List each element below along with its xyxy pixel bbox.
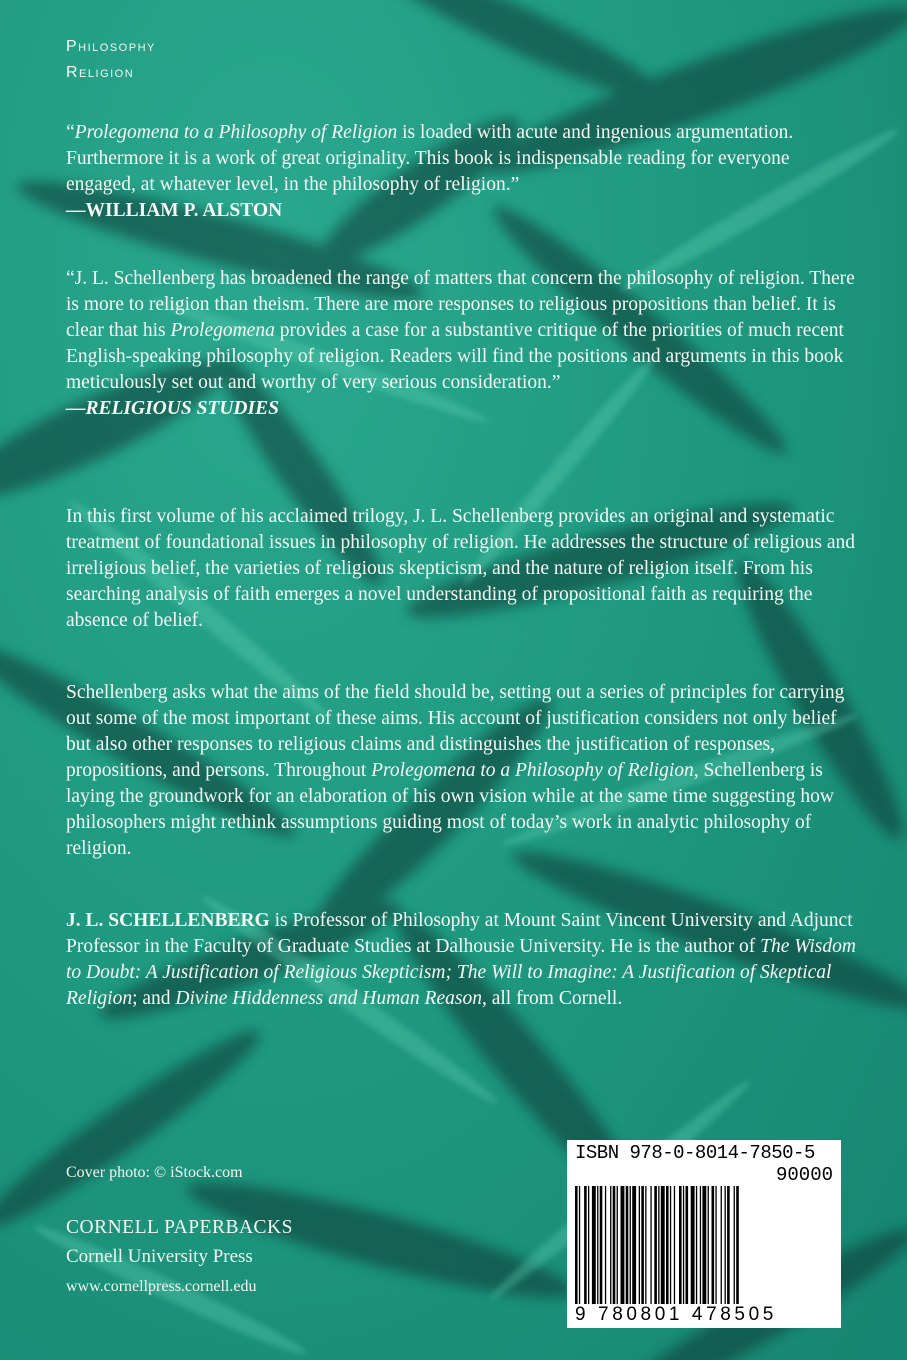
barcode-bar	[613, 1186, 616, 1304]
barcode-bar	[641, 1186, 644, 1304]
barcode-bar	[588, 1186, 589, 1304]
barcode-bar	[639, 1186, 640, 1304]
barcode-bar	[600, 1186, 603, 1304]
barcode-bars	[575, 1186, 833, 1304]
endorsement-quote-2: “J. L. Schellenberg has broadened the range of matters that concern the philosophy of religion. There is more to religion than theism. There are more responses to religious propositions than belief. It is clear that his Prolegomena provides a case for a substantive critique of the priorities of much recent English-speaking philosophy of religion. Readers will find the positions and arguments in this book meticulously set out and worthy of very serious consideration.” —RELIGIOUS STUDIES	[66, 268, 855, 419]
barcode-bar	[679, 1186, 682, 1304]
category-religion: Religion	[66, 64, 135, 81]
barcode-bar	[621, 1186, 625, 1304]
barcode-bar	[725, 1186, 726, 1304]
quote-attribution: —RELIGIOUS STUDIES	[66, 398, 279, 419]
category-philosophy: Philosophy	[66, 38, 156, 55]
barcode-bar	[700, 1186, 701, 1304]
publisher-url: www.cornellpress.cornell.edu	[66, 1278, 257, 1295]
barcode-digits: 9 780801 478505	[575, 1304, 777, 1325]
barcode-bar	[597, 1186, 598, 1304]
publisher-series: CORNELL PAPERBACKS	[66, 1217, 293, 1238]
barcode-bar	[683, 1186, 684, 1304]
isbn-barcode	[567, 1140, 841, 1328]
barcode-bar	[708, 1186, 709, 1304]
barcode-bar	[650, 1186, 651, 1304]
description-paragraph-2: Schellenberg asks what the aims of the field should be, setting out a series of principles for carrying out some of the most important of these aims. His account of justification considers not only belief but also other responses to religious claims and distinguishes the justification of responses, propositions, and persons. Throughout Prolegomena to a Philosophy of Religion, Schellenberg is laying the groundwork for an elaboration of his own vision while at the same time suggesting how philosophers might rethink assumptions guiding most of today’s work in analytic philosophy of religion.	[66, 682, 845, 859]
book-title: Prolegomena to a Philosophy of Religion	[74, 122, 398, 143]
barcode-bar	[736, 1186, 739, 1304]
barcode-bar	[605, 1186, 606, 1304]
price-code: 90000	[775, 1164, 833, 1186]
barcode-bar	[592, 1186, 596, 1304]
isbn-number: ISBN 978-0-8014-7850-5	[575, 1142, 815, 1164]
description-paragraph-1: In this first volume of his acclaimed trilogy, J. L. Schellenberg provides an original and systematic treatment of foundational issues in philosophy of religion. He addresses the structure of religious and irreligious belief, the varieties of religious skepticism, and the nature of religion itself. From his searching analysis of faith emerges a novel understanding of propositional faith as requiring the absence of belief.	[66, 506, 856, 631]
book-title: Prolegomena to a Philosophy of Religion	[371, 760, 694, 781]
barcode-bar	[734, 1186, 735, 1304]
barcode-bar	[630, 1186, 631, 1304]
barcode-bar	[617, 1186, 618, 1304]
book-title: Prolegomena	[170, 320, 275, 341]
quote-attribution: —WILLIAM P. ALSTON	[66, 200, 283, 221]
barcode-bar	[579, 1186, 580, 1304]
barcode-bar	[691, 1186, 695, 1304]
barcode-bar	[661, 1186, 665, 1304]
barcode-bar	[674, 1186, 675, 1304]
book-title: Divine Hiddenness and Human Reason	[175, 988, 482, 1009]
barcode-bar	[654, 1186, 657, 1304]
barcode-bar	[686, 1186, 689, 1304]
barcode-bar	[658, 1186, 659, 1304]
cover-photo-credit: Cover photo: © iStock.com	[66, 1164, 243, 1181]
barcode-bar	[645, 1186, 646, 1304]
barcode-bar	[715, 1186, 716, 1304]
barcode-bar	[632, 1186, 636, 1304]
barcode-bar	[584, 1186, 587, 1304]
barcode-bar	[696, 1186, 697, 1304]
book-title: The Wisdom to Doubt: A Justification of Religious Skepticism; The Will to Imagine: A Justification of Skeptical Religion	[66, 936, 856, 1009]
author-name: J. L. SCHELLENBERG	[66, 910, 270, 931]
barcode-bar	[575, 1186, 578, 1304]
endorsement-quote-1: “Prolegomena to a Philosophy of Religion is loaded with acute and ingenious argumentation. Furthermore it is a work of great originality. This book is indispensable reading for everyone engaged, at whatever level, in the philosophy of religion.” —WILLIAM P. ALSTON	[66, 122, 794, 221]
publisher-name: Cornell University Press	[66, 1246, 253, 1267]
barcode-bar	[626, 1186, 629, 1304]
barcode-bar	[666, 1186, 669, 1304]
barcode-bar	[712, 1186, 715, 1304]
barcode-bar	[670, 1186, 671, 1304]
barcode-bar	[610, 1186, 611, 1304]
author-bio: J. L. SCHELLENBERG is Professor of Philosophy at Mount Saint Vincent University and Adjunct Professor in the Faculty of Graduate Studies at Dalhousie University. He is the author of The Wisdom to Doubt: A Justification of Religious Skepticism; The Will to Imagine: A Justification of Skeptical Religion; and Divine Hiddenness and Human Reason, all from Cornell.	[66, 910, 856, 1009]
barcode-bar	[702, 1186, 706, 1304]
barcode-bar	[721, 1186, 722, 1304]
barcode-bar	[727, 1186, 730, 1304]
